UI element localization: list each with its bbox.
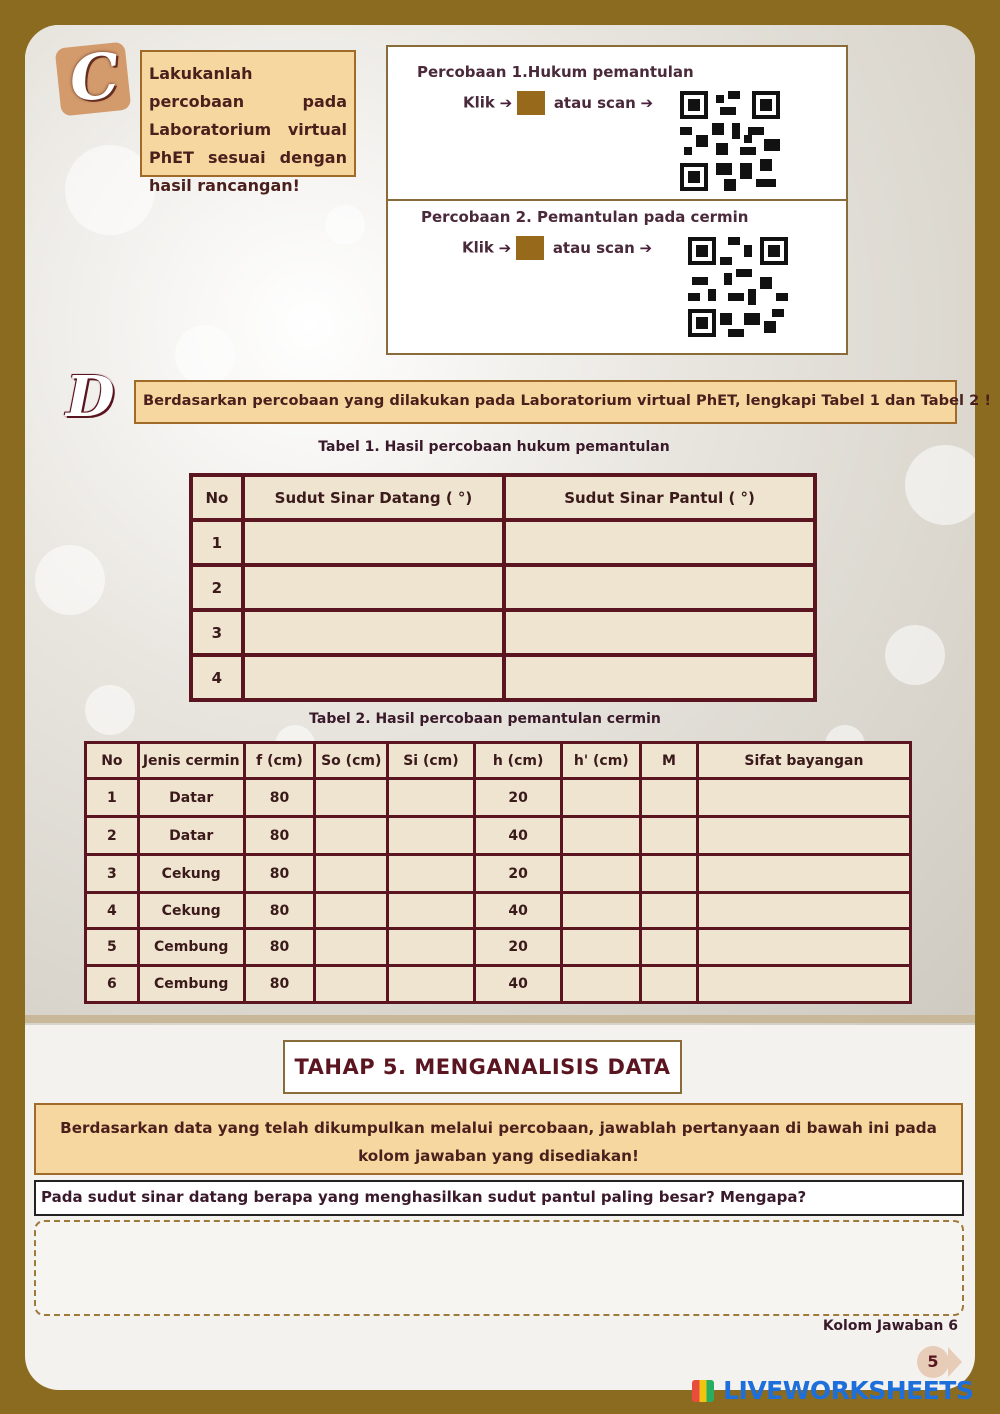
table2-cell-image-nature[interactable]: [697, 779, 910, 817]
table2-cell-so[interactable]: [315, 929, 388, 966]
table1-cell-reflected[interactable]: [504, 655, 815, 700]
section-d-badge: [62, 364, 124, 430]
table2-cell-si[interactable]: [388, 817, 475, 855]
answer-textarea[interactable]: [34, 1220, 964, 1316]
table2-cell-no: 2: [86, 817, 139, 855]
table2-cell-mirror-type: Cekung: [138, 855, 244, 893]
table2: [84, 741, 912, 1004]
table2-cell-m[interactable]: [641, 929, 698, 966]
table-row: [86, 929, 911, 966]
experiment-1-link-button[interactable]: [517, 91, 545, 115]
table2-cell-so[interactable]: [315, 779, 388, 817]
table2-cell-h: 20: [474, 929, 562, 966]
table2-cell-h-prime[interactable]: [562, 893, 641, 929]
table2-caption: Tabel 2. Hasil percobaan pemantulan cermin: [309, 711, 661, 727]
table-row: [86, 855, 911, 893]
table2-header-mirror-type: Jenis cermin: [138, 743, 244, 779]
table2-header-m: M: [641, 743, 698, 779]
table2-cell-so[interactable]: [315, 817, 388, 855]
experiments-divider: [388, 199, 848, 201]
table1: [189, 473, 817, 702]
table2-cell-image-nature[interactable]: [697, 893, 910, 929]
tahap5-title-box: [283, 1040, 682, 1094]
section-d-instruction-box: [134, 380, 991, 424]
table1-cell-no: 3: [191, 610, 243, 655]
table1-cell-incident[interactable]: [243, 520, 504, 565]
experiment-1-link-row: [463, 91, 653, 115]
table2-cell-si[interactable]: [388, 855, 475, 893]
experiment-2-qr-code-icon[interactable]: [688, 237, 788, 337]
table2-header-image-nature: Sifat bayangan: [697, 743, 910, 779]
table2-cell-mirror-type: Datar: [138, 817, 244, 855]
table2-cell-h: 40: [474, 966, 562, 1003]
table-row: [191, 610, 815, 655]
table1-header-reflected-angle: Sudut Sinar Pantul ( °): [504, 475, 815, 520]
experiment-2-scan-label: atau scan: [552, 238, 635, 257]
table-row: [86, 817, 911, 855]
table2-cell-mirror-type: Cembung: [138, 929, 244, 966]
table1-cell-reflected[interactable]: [504, 520, 815, 565]
table2-header-si: Si (cm): [388, 743, 475, 779]
table2-cell-h-prime[interactable]: [562, 966, 641, 1003]
table2-cell-no: 5: [86, 929, 139, 966]
experiment-1-scan-label: atau scan: [553, 93, 636, 112]
question-box: [34, 1180, 964, 1216]
table2-cell-h-prime[interactable]: [562, 855, 641, 893]
table1-caption: Tabel 1. Hasil percobaan hukum pemantulan: [318, 439, 670, 455]
table2-cell-image-nature[interactable]: [697, 817, 910, 855]
table1-cell-reflected[interactable]: [504, 565, 815, 610]
table2-cell-h-prime[interactable]: [562, 817, 641, 855]
table2-header-so: So (cm): [315, 743, 388, 779]
table2-cell-si[interactable]: [388, 929, 475, 966]
section-c-instruction-box: [140, 50, 356, 195]
arrow-right-icon: ➔: [499, 93, 513, 112]
table2-cell-h-prime[interactable]: [562, 779, 641, 817]
table2-cell-mirror-type: Datar: [138, 779, 244, 817]
question-text: Pada sudut sinar datang berapa yang menghasilkan sudut pantul paling besar? Mengapa?: [41, 1188, 807, 1206]
table2-cell-si[interactable]: [388, 966, 475, 1003]
table1-cell-no: 1: [191, 520, 243, 565]
table2-cell-focal: 80: [244, 966, 315, 1003]
arrow-right-icon: ➔: [498, 238, 512, 257]
experiment-2-link-button[interactable]: [516, 236, 544, 260]
table-row: [191, 655, 815, 700]
section-d-instruction: Berdasarkan percobaan yang dilakukan pada Laboratorium virtual PhET, lengkapi Tabel 1 dan Tabel 2 !: [143, 392, 991, 409]
table2-cell-focal: 80: [244, 779, 315, 817]
next-page-arrow-icon[interactable]: [948, 1347, 962, 1377]
experiments-panel: [386, 45, 848, 355]
section-d-letter: D: [66, 364, 115, 430]
experiment-1-click-label: Klik: [463, 93, 495, 112]
table2-cell-no: 6: [86, 966, 139, 1003]
section-c-instruction: Lakukanlah percobaan pada Laboratorium virtual PhET sesuai dengan hasil rancangan!: [149, 64, 347, 195]
table2-cell-focal: 80: [244, 893, 315, 929]
table-row: [191, 520, 815, 565]
table2-cell-m[interactable]: [641, 817, 698, 855]
watermark: [692, 1376, 973, 1406]
table2-cell-image-nature[interactable]: [697, 929, 910, 966]
watermark-text: LIVEWORKSHEETS: [723, 1376, 974, 1405]
table2-cell-m[interactable]: [641, 966, 698, 1003]
table-row: [86, 893, 911, 929]
tahap5-title: TAHAP 5. MENGANALISIS DATA: [294, 1055, 671, 1079]
table2-header-no: No: [86, 743, 139, 779]
table2-header-h: h (cm): [474, 743, 562, 779]
table1-cell-no: 2: [191, 565, 243, 610]
table1-cell-reflected[interactable]: [504, 610, 815, 655]
experiment-2-link-row: [462, 236, 652, 260]
table1-header-no: No: [191, 475, 243, 520]
table2-cell-h: 40: [474, 893, 562, 929]
table2-cell-m[interactable]: [641, 855, 698, 893]
table2-cell-no: 1: [86, 779, 139, 817]
table2-cell-so[interactable]: [315, 966, 388, 1003]
table2-cell-image-nature[interactable]: [697, 855, 910, 893]
section-c-letter: C: [66, 38, 123, 117]
experiment-2-title: Percobaan 2. Pemantulan pada cermin: [421, 208, 749, 226]
table2-cell-so[interactable]: [315, 855, 388, 893]
table2-cell-h-prime[interactable]: [562, 929, 641, 966]
answer-caption: Kolom Jawaban 6: [822, 1318, 958, 1334]
table2-cell-si[interactable]: [388, 779, 475, 817]
table2-header-h-prime: h' (cm): [562, 743, 641, 779]
tahap5-instruction: Berdasarkan data yang telah dikumpulkan melalui percobaan, jawablah pertanyaan di bawah ini pada kolom jawaban yang disediakan!: [60, 1119, 937, 1165]
table2-cell-no: 4: [86, 893, 139, 929]
table2-cell-m[interactable]: [641, 779, 698, 817]
experiment-1-title: Percobaan 1.Hukum pemantulan: [417, 63, 694, 81]
arrow-right-icon: ➔: [639, 238, 653, 257]
table1-cell-no: 4: [191, 655, 243, 700]
table2-cell-h: 20: [474, 855, 562, 893]
table1-header-incident-angle: Sudut Sinar Datang ( °): [243, 475, 504, 520]
table2-cell-focal: 80: [244, 817, 315, 855]
experiment-1-qr-code-icon[interactable]: [680, 91, 780, 191]
section-c-badge: [55, 38, 132, 117]
table1-cell-incident[interactable]: [243, 655, 504, 700]
arrow-right-icon: ➔: [640, 93, 654, 112]
page-number-badge: [917, 1346, 949, 1378]
table-row: [191, 565, 815, 610]
table2-cell-si[interactable]: [388, 893, 475, 929]
tahap5-instruction-box: [34, 1103, 963, 1175]
table-row: [86, 779, 911, 817]
table2-cell-no: 3: [86, 855, 139, 893]
experiment-2-click-label: Klik: [462, 238, 494, 257]
table2-cell-mirror-type: Cembung: [138, 966, 244, 1003]
table-row: [86, 966, 911, 1003]
table2-cell-focal: 80: [244, 929, 315, 966]
table2-cell-focal: 80: [244, 855, 315, 893]
table2-cell-m[interactable]: [641, 893, 698, 929]
table2-cell-h: 40: [474, 817, 562, 855]
table2-cell-mirror-type: Cekung: [138, 893, 244, 929]
table2-cell-h: 20: [474, 779, 562, 817]
page-number: 5: [927, 1352, 939, 1371]
table1-cell-incident[interactable]: [243, 610, 504, 655]
table2-cell-image-nature[interactable]: [697, 966, 910, 1003]
table2-header-focal: f (cm): [244, 743, 315, 779]
liveworksheets-logo-icon: [692, 1380, 714, 1402]
table1-cell-incident[interactable]: [243, 565, 504, 610]
table2-cell-so[interactable]: [315, 893, 388, 929]
